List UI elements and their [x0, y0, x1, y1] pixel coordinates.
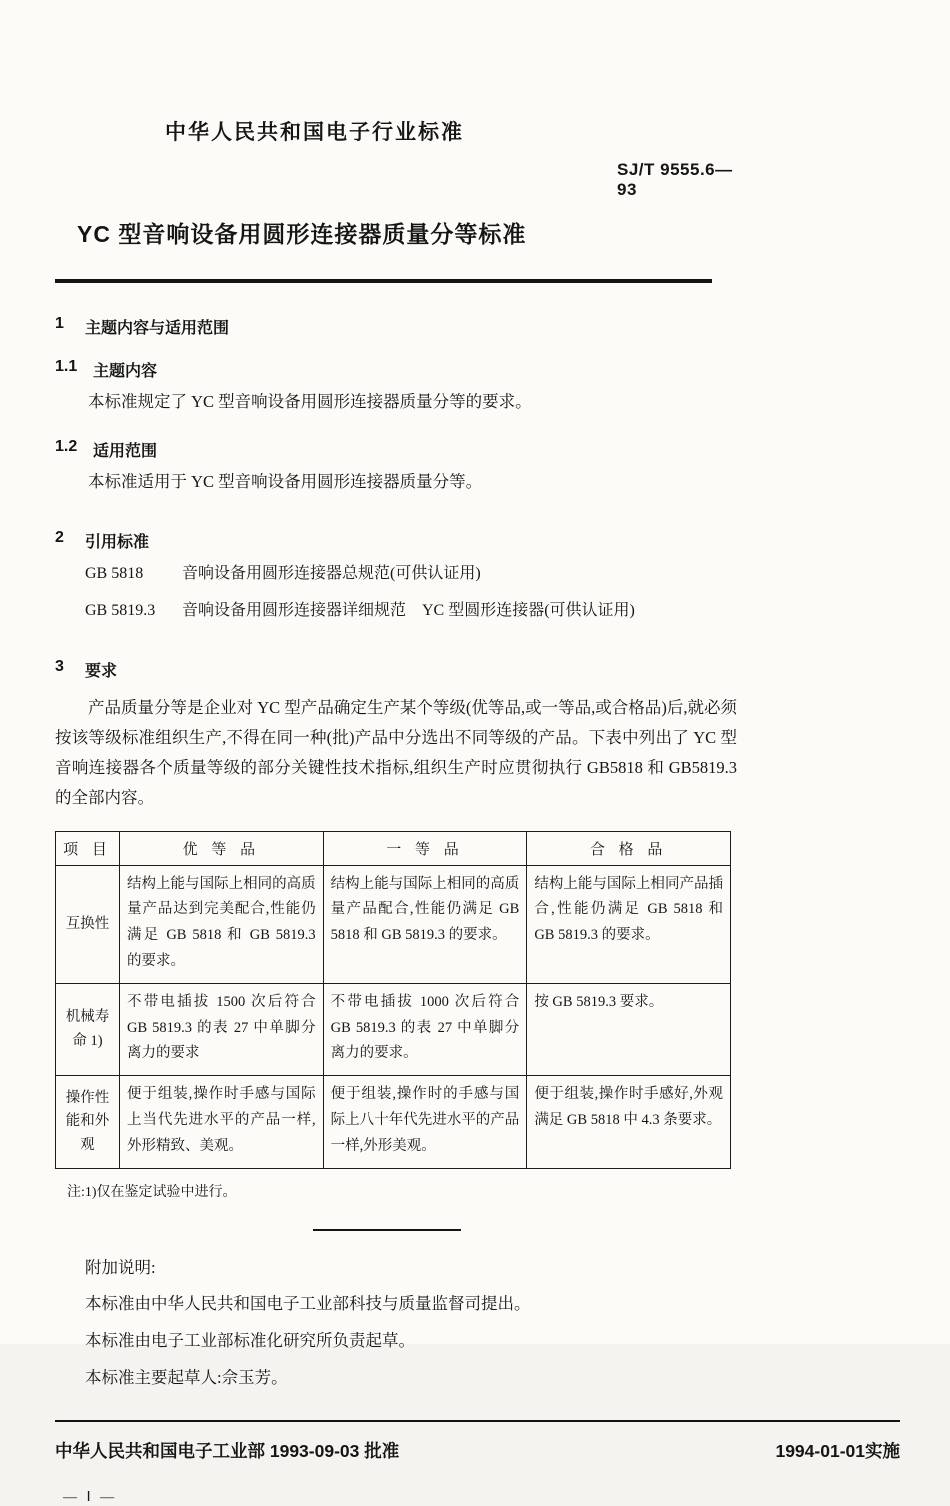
section-1-2-title: 适用范围	[93, 442, 158, 460]
reference-code: GB 5818	[85, 565, 144, 583]
column-header-qualified: 合 格 品	[527, 831, 731, 865]
header-rule	[55, 279, 712, 283]
standard-number: SJ/T 9555.6—93	[617, 160, 733, 199]
reference-code: GB 5819.3	[85, 601, 156, 619]
document-title: YC 型音响设备用圆形连接器质量分等标准	[77, 221, 527, 247]
section-1-2-heading	[55, 438, 737, 461]
quality-grade-table	[55, 831, 731, 1169]
standard-org-line: 中华人民共和国电子行业标准	[165, 121, 464, 144]
section-1-1-body: 本标准规定了 YC 型音响设备用圆形连接器质量分等的要求。	[88, 392, 532, 411]
table-cell: 结构上能与国际上相同的高质量产品达到完美配合,性能仍满足 GB 5818 和 GB 5819.3 的要求。	[120, 865, 324, 983]
reference-item	[55, 597, 737, 626]
column-header-premium: 优 等 品	[120, 831, 324, 865]
section-1-2-number: 1.2	[55, 437, 78, 455]
section-3-heading	[55, 658, 737, 681]
implementation-date: 1994-01-01实施	[775, 1441, 900, 1462]
row-item-label: 机械寿命 1)	[56, 983, 120, 1075]
table-cell: 便于组装,操作时手感与国际上当代先进水平的产品一样,外形精致、美观。	[120, 1076, 324, 1168]
row-item-label: 互换性	[56, 865, 120, 983]
appendix	[55, 1253, 737, 1393]
table-cell: 不带电插拔 1000 次后符合 GB 5819.3 的表 27 中单脚分离力的要求。	[323, 983, 527, 1075]
section-3-title: 要求	[85, 662, 118, 680]
appendix-line: 本标准由电子工业部标准化研究所负责起草。	[85, 1331, 415, 1351]
table-cell: 结构上能与国际上相同的高质量产品配合,性能仍满足 GB 5818 和 GB 5819.3 的要求。	[323, 865, 527, 983]
section-1-heading	[55, 315, 737, 338]
footer-rule	[55, 1420, 900, 1422]
appendix-heading: 附加说明:	[85, 1257, 156, 1277]
column-header-item: 项 目	[56, 831, 120, 865]
footer	[55, 1438, 900, 1463]
table-header-row	[56, 831, 731, 865]
section-1-title: 主题内容与适用范围	[85, 320, 230, 337]
section-3-body: 产品质量分等是企业对 YC 型产品确定生产某个等级(优等品,或一等品,或合格品)后,就必须按该等级标准组织生产,不得在同一种(批)产品中分选出不同等级的产品。下表中列出了 YC 型音响连接器各个质量等级的部分关键性技术指标,组织生产时应贯彻执行 GB5818 和 GB5819.3 的全部内容。	[55, 697, 737, 807]
table-cell: 不带电插拔 1500 次后符合 GB 5819.3 的表 27 中单脚分离力的要求	[120, 983, 324, 1075]
section-1-2-body: 本标准适用于 YC 型音响设备用圆形连接器质量分等。	[88, 471, 483, 491]
reference-item	[55, 560, 737, 589]
section-2-number: 2	[55, 529, 64, 547]
section-2-heading	[55, 529, 737, 552]
column-header-first-grade: 一 等 品	[323, 831, 527, 865]
appendix-line: 本标准主要起草人:佘玉芳。	[85, 1367, 288, 1387]
reference-description: 音响设备用圆形连接器总规范(可供认证用)	[182, 565, 481, 583]
section-1-1-number: 1.1	[55, 358, 78, 375]
approval-statement: 中华人民共和国电子工业部 1993-09-03 批准	[55, 1441, 400, 1462]
section-3-number: 3	[55, 657, 64, 675]
section-divider	[313, 1229, 461, 1231]
reference-description: 音响设备用圆形连接器详细规范 YC 型圆形连接器(可供认证用)	[182, 601, 635, 619]
page-number: — Ⅰ —	[63, 1490, 118, 1506]
table-row	[56, 1076, 731, 1168]
document-content	[55, 116, 737, 1392]
section-2-title: 引用标准	[85, 534, 150, 552]
table-row	[56, 865, 731, 983]
section-1-1-heading	[55, 358, 737, 381]
section-1-number: 1	[55, 315, 64, 332]
table-footnote: 注:1)仅在鉴定试验中进行。	[67, 1184, 237, 1200]
table-cell: 便于组装,操作时的手感与国际上八十年代先进水平的产品一样,外形美观。	[323, 1076, 527, 1168]
row-item-label: 操作性能和外观	[56, 1076, 120, 1168]
appendix-line: 本标准由中华人民共和国电子工业部科技与质量监督司提出。	[85, 1294, 531, 1314]
section-1-1-title: 主题内容	[93, 363, 158, 380]
table-cell: 结构上能与国际上相同产品插合,性能仍满足 GB 5818 和 GB 5819.3 的要求。	[527, 865, 731, 983]
table-cell: 便于组装,操作时手感好,外观满足 GB 5818 中 4.3 条要求。	[527, 1076, 731, 1168]
table-row	[56, 983, 731, 1075]
table-cell: 按 GB 5819.3 要求。	[527, 983, 731, 1075]
